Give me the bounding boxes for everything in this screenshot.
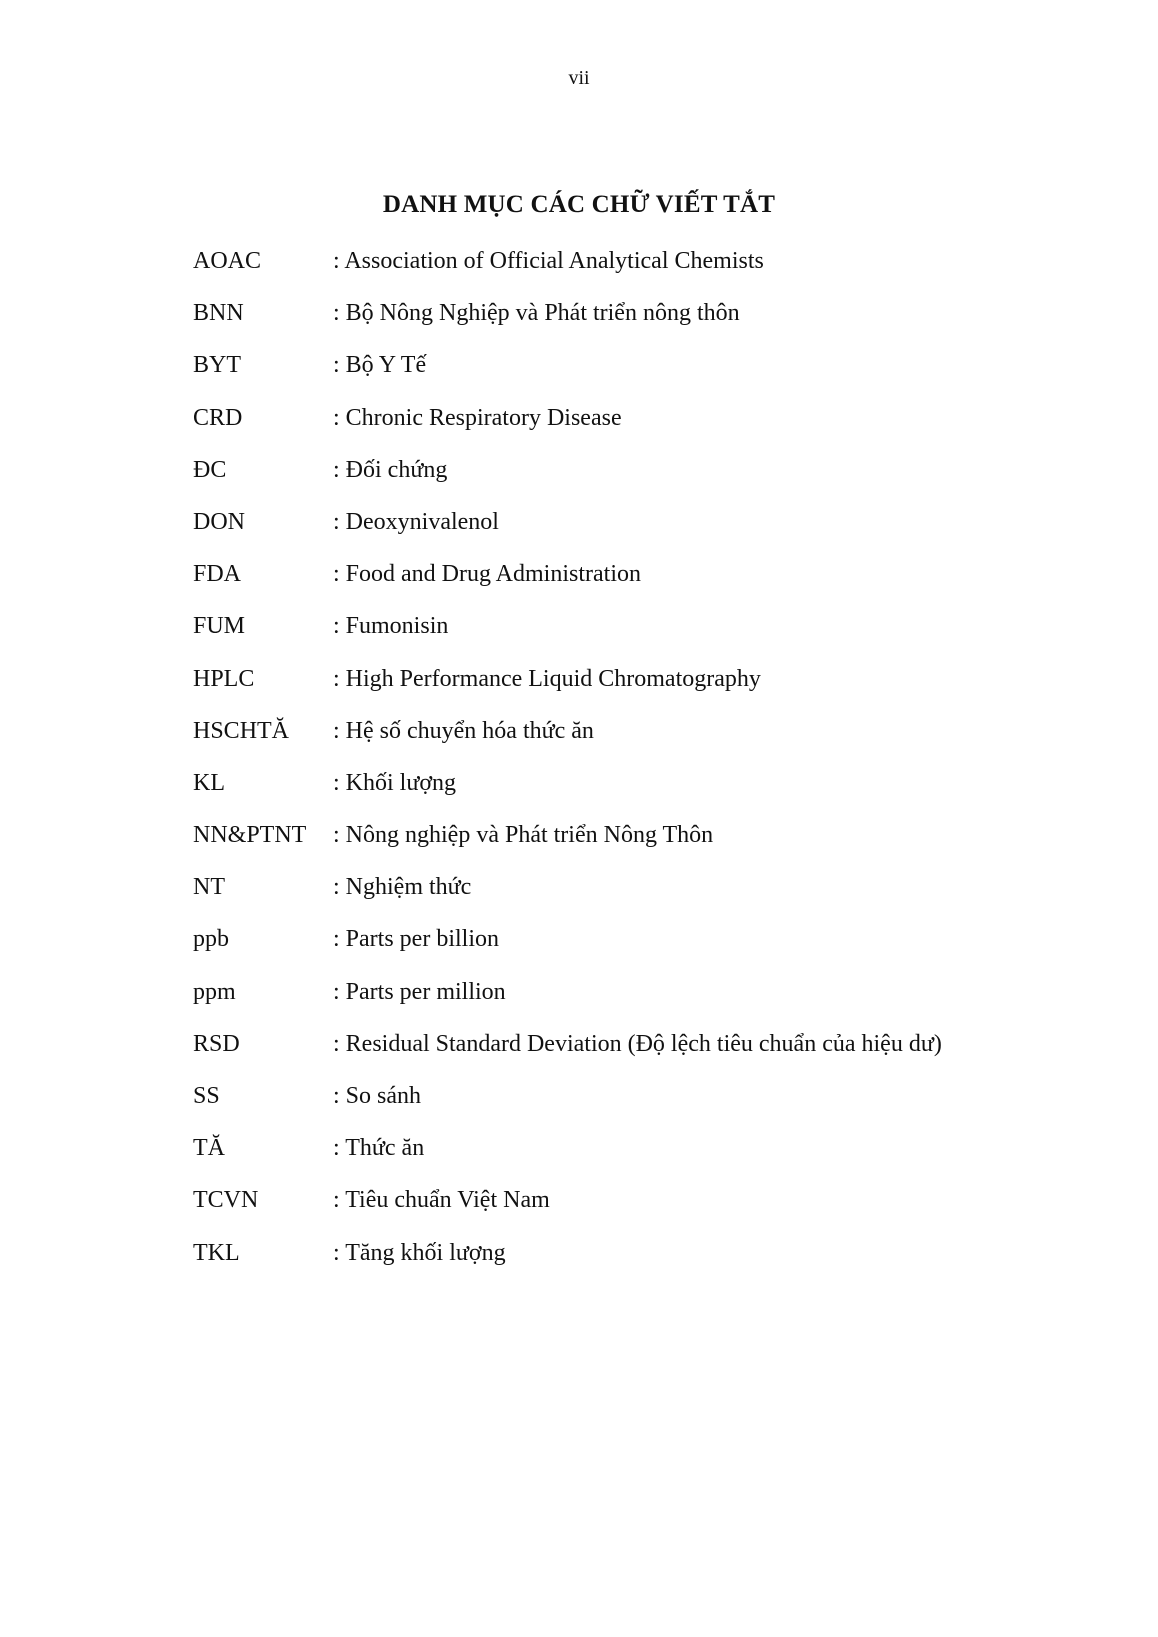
abbreviation-row — [193, 559, 1093, 611]
abbreviation-definition: : Thức ăn — [333, 1135, 425, 1162]
abbreviation: FDA — [193, 561, 242, 588]
abbreviation-definition: : Chronic Respiratory Disease — [333, 404, 622, 431]
abbreviation: CRD — [193, 404, 243, 431]
abbreviation: NN&PTNT — [193, 822, 307, 849]
abbreviation: ppb — [193, 926, 229, 953]
abbreviation: DON — [193, 508, 245, 535]
abbreviation-row — [193, 820, 1093, 872]
abbreviation-definition: : Bộ Nông Nghiệp và Phát triển nông thôn — [333, 300, 740, 327]
abbreviation: KL — [193, 769, 225, 796]
abbreviation-row — [193, 246, 1093, 298]
abbreviation-definition: : Parts per billion — [333, 926, 499, 953]
abbreviation-definition: : So sánh — [333, 1083, 422, 1109]
abbreviation-definition: : Khối lượng — [333, 769, 457, 796]
abbreviation-row — [193, 350, 1093, 402]
page-number: vii — [568, 67, 590, 89]
abbreviation-row — [193, 1029, 1093, 1081]
abbreviation-definition: : Deoxynivalenol — [333, 508, 499, 535]
abbreviation-definition: : Fumonisin — [333, 613, 449, 640]
abbreviation-row — [193, 455, 1093, 507]
abbreviation-row — [193, 768, 1093, 820]
abbreviation: ppm — [193, 978, 236, 1005]
abbreviation-row — [193, 872, 1093, 924]
abbreviation-row — [193, 664, 1093, 716]
abbreviation-list — [193, 246, 1093, 1290]
page-title: DANH MỤC CÁC CHỮ VIẾT TẮT — [382, 191, 776, 218]
abbreviation-definition: : Nghiệm thức — [333, 874, 472, 901]
abbreviation-row — [193, 1133, 1093, 1185]
abbreviation-row — [193, 1081, 1093, 1133]
abbreviation-row — [193, 924, 1093, 976]
abbreviation: ĐC — [193, 456, 227, 483]
abbreviation-definition: : Tăng khối lượng — [333, 1239, 506, 1266]
abbreviation-definition: : Residual Standard Deviation (Độ lệch tiêu chuẩn của hiệu dư) — [333, 1030, 942, 1057]
abbreviation: RSD — [193, 1030, 240, 1057]
abbreviation-row — [193, 507, 1093, 559]
abbreviation-definition: : Đối chứng — [333, 456, 448, 483]
abbreviation: HSCHTĂ — [193, 717, 290, 744]
abbreviation: BYT — [193, 352, 241, 379]
abbreviation: HPLC — [193, 665, 255, 692]
abbreviation: TCVN — [193, 1187, 259, 1214]
abbreviation: NT — [193, 874, 225, 901]
abbreviation-row — [193, 977, 1093, 1029]
abbreviation-row — [193, 611, 1093, 663]
abbreviation-definition: : Tiêu chuẩn Việt Nam — [333, 1187, 550, 1214]
abbreviation: TĂ — [193, 1135, 225, 1162]
abbreviation-row — [193, 403, 1093, 455]
abbreviation: FUM — [193, 613, 246, 640]
abbreviation: SS — [193, 1083, 220, 1109]
abbreviation-row — [193, 716, 1093, 768]
abbreviation-definition: : Hệ số chuyển hóa thức ăn — [333, 717, 594, 744]
abbreviation-definition: : Food and Drug Administration — [333, 561, 641, 588]
abbreviation-definition: : Nông nghiệp và Phát triển Nông Thôn — [333, 822, 714, 849]
abbreviation-definition: : High Performance Liquid Chromatography — [333, 665, 761, 692]
abbreviation-row — [193, 1238, 1093, 1290]
abbreviation: TKL — [193, 1239, 240, 1266]
abbreviation: BNN — [193, 300, 244, 327]
abbreviation-row — [193, 298, 1093, 350]
abbreviation-definition: : Bộ Y Tế — [333, 352, 427, 379]
abbreviation-row — [193, 1185, 1093, 1237]
abbreviation-definition: : Association of Official Analytical Chemists — [333, 248, 764, 274]
abbreviation-definition: : Parts per million — [333, 978, 506, 1005]
abbreviation: AOAC — [193, 248, 262, 274]
